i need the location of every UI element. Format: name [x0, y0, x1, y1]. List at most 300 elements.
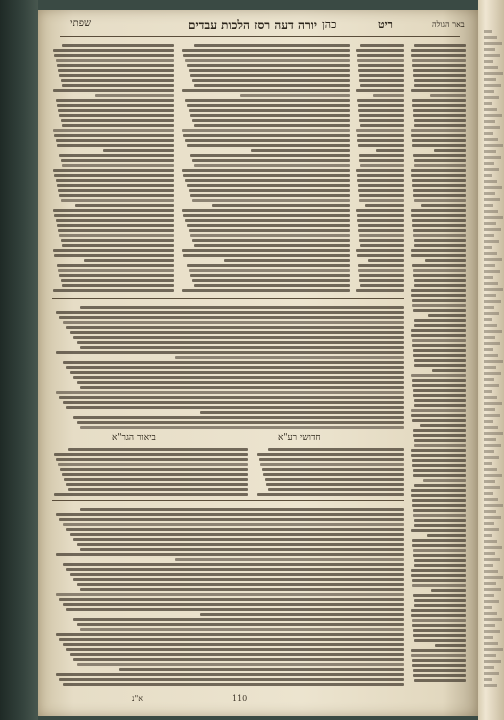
text-line	[73, 336, 404, 339]
text-line	[414, 119, 466, 122]
text-line	[413, 194, 466, 197]
edge-text-line	[484, 522, 494, 525]
text-line	[357, 219, 404, 222]
text-line	[62, 124, 174, 127]
text-line	[432, 369, 466, 372]
edge-text-line	[484, 168, 499, 171]
edge-text-line	[484, 450, 494, 453]
text-line	[357, 54, 404, 57]
text-line	[53, 289, 174, 292]
text-line	[413, 474, 466, 477]
edge-text-line	[484, 540, 497, 543]
mid-rule	[52, 298, 404, 299]
text-line	[414, 239, 466, 242]
text-line	[413, 234, 466, 237]
text-line	[84, 259, 174, 262]
edge-text-line	[484, 606, 492, 609]
text-line	[412, 504, 466, 507]
text-line	[413, 389, 466, 392]
text-block-beur-top	[52, 446, 248, 496]
text-line	[413, 634, 466, 637]
text-line	[413, 514, 466, 517]
text-line	[73, 658, 404, 661]
text-line	[414, 124, 466, 127]
text-line	[411, 329, 466, 332]
text-line	[57, 264, 174, 267]
text-line	[189, 229, 351, 232]
edge-text-line	[484, 84, 501, 87]
text-line	[183, 214, 350, 217]
edge-text-line	[484, 156, 501, 159]
edge-text-line	[484, 438, 496, 441]
text-line	[413, 549, 466, 552]
edge-text-line	[484, 666, 494, 669]
footer-signature-mark: א"נ	[132, 694, 144, 703]
text-line	[56, 179, 174, 182]
text-line	[414, 399, 466, 402]
text-line	[190, 234, 350, 237]
edge-text-line	[484, 660, 501, 663]
text-line	[66, 608, 404, 611]
text-line	[412, 664, 466, 667]
text-line	[182, 49, 350, 52]
edge-text-line	[484, 672, 499, 675]
edge-text-line	[484, 198, 500, 201]
text-line	[212, 204, 350, 207]
header-left-word: שפתי	[70, 18, 92, 29]
text-line	[356, 249, 404, 252]
text-line	[77, 421, 404, 424]
text-line	[62, 84, 174, 87]
text-line	[224, 259, 350, 262]
text-line	[434, 149, 466, 152]
text-line	[358, 264, 404, 267]
text-line	[257, 493, 404, 496]
text-line	[430, 94, 466, 97]
text-line	[175, 356, 404, 359]
text-line	[192, 239, 350, 242]
text-line	[421, 204, 466, 207]
text-line	[411, 574, 466, 577]
edge-text-line	[484, 588, 501, 591]
text-line	[194, 284, 350, 287]
text-line	[414, 564, 466, 567]
text-line	[412, 459, 466, 462]
edge-text-line	[484, 264, 495, 267]
text-line	[413, 509, 466, 512]
edge-text-line	[484, 414, 500, 417]
text-line	[63, 321, 404, 324]
text-line	[414, 244, 466, 247]
text-line	[56, 513, 404, 516]
text-line	[190, 154, 350, 157]
text-line	[412, 179, 466, 182]
edge-text-line	[484, 246, 492, 249]
edge-text-line	[484, 426, 498, 429]
text-line	[358, 109, 404, 112]
text-line	[77, 543, 404, 546]
text-line	[414, 324, 466, 327]
text-line	[62, 164, 174, 167]
text-line	[187, 144, 350, 147]
text-line	[59, 396, 404, 399]
text-line	[411, 494, 466, 497]
text-line	[56, 673, 404, 676]
text-line	[414, 199, 466, 202]
text-line	[413, 349, 466, 352]
text-line	[412, 264, 466, 267]
text-line	[80, 548, 404, 551]
text-line	[54, 453, 248, 456]
text-line	[359, 194, 404, 197]
text-line	[59, 678, 404, 681]
text-line	[423, 479, 466, 482]
text-line	[358, 229, 404, 232]
text-line	[411, 89, 466, 92]
text-line	[411, 609, 466, 612]
text-line	[414, 44, 466, 47]
text-line	[53, 89, 174, 92]
text-line	[185, 99, 350, 102]
text-line	[63, 563, 404, 566]
text-line	[70, 331, 404, 334]
text-line	[73, 416, 404, 419]
text-line	[358, 224, 404, 227]
text-line	[66, 483, 248, 486]
text-line	[73, 618, 404, 621]
text-line	[412, 384, 466, 387]
text-line	[62, 284, 174, 287]
edge-text-line	[484, 330, 502, 333]
text-block-commentary	[52, 304, 404, 430]
edge-text-line	[484, 348, 493, 351]
edge-text-line	[484, 318, 492, 321]
edge-text-line	[484, 396, 497, 399]
text-line	[414, 284, 466, 287]
edge-text-line	[484, 114, 502, 117]
text-line	[54, 493, 248, 496]
edge-text-line	[484, 138, 498, 141]
text-line	[54, 214, 174, 217]
text-line	[359, 274, 404, 277]
text-line	[413, 674, 466, 677]
text-line	[61, 159, 174, 162]
text-line	[365, 204, 404, 207]
edge-text-line	[484, 642, 498, 645]
text-line	[53, 249, 174, 252]
edge-text-line	[484, 324, 497, 327]
text-line	[194, 84, 350, 87]
text-line	[411, 129, 466, 132]
edge-text-line	[484, 54, 500, 57]
text-line	[194, 44, 350, 47]
edge-text-line	[484, 456, 499, 459]
edge-text-line	[484, 186, 502, 189]
edge-text-line	[484, 78, 496, 81]
edge-text-line	[484, 378, 494, 381]
text-line	[359, 199, 404, 202]
text-line	[57, 144, 174, 147]
text-line	[414, 164, 466, 167]
text-line	[59, 194, 174, 197]
text-line	[189, 189, 351, 192]
text-line	[356, 49, 404, 52]
text-line	[73, 376, 404, 379]
edge-text-line	[484, 636, 493, 639]
text-line	[187, 104, 350, 107]
text-line	[413, 594, 466, 597]
edge-text-line	[484, 300, 501, 303]
text-line	[75, 204, 174, 207]
text-line	[54, 54, 174, 57]
text-line	[413, 429, 466, 432]
text-line	[77, 583, 404, 586]
text-line	[411, 569, 466, 572]
edge-text-line	[484, 150, 496, 153]
text-line	[358, 69, 404, 72]
text-line	[413, 74, 466, 77]
text-line	[62, 44, 174, 47]
text-line	[80, 588, 404, 591]
text-line	[183, 54, 350, 57]
text-line	[412, 464, 466, 467]
text-line	[66, 326, 404, 329]
edge-text-line	[484, 102, 492, 105]
edge-text-line	[484, 582, 496, 585]
text-line	[80, 508, 404, 511]
text-line	[357, 59, 404, 62]
edge-text-line	[484, 270, 500, 273]
text-line	[80, 426, 404, 429]
edge-text-line	[484, 192, 495, 195]
text-line	[411, 454, 466, 457]
text-line	[414, 364, 466, 367]
text-line	[411, 334, 466, 337]
text-column-left	[52, 42, 174, 294]
text-line	[414, 519, 466, 522]
text-line	[56, 139, 174, 142]
text-line	[414, 484, 466, 487]
text-line	[373, 94, 404, 97]
text-line	[80, 386, 404, 389]
edge-text-line	[484, 612, 497, 615]
edge-text-line	[484, 108, 497, 111]
section-label-chiddushei: חדושי רע"א	[278, 433, 321, 443]
text-line	[412, 619, 466, 622]
text-line	[359, 114, 404, 117]
edge-text-line	[484, 360, 503, 363]
edge-text-line	[484, 480, 495, 483]
text-line	[57, 224, 174, 227]
text-line	[413, 114, 466, 117]
text-line	[412, 304, 466, 307]
text-block-footnotes	[52, 506, 404, 686]
lower-rule	[52, 500, 404, 501]
text-line	[413, 274, 466, 277]
text-line	[62, 244, 174, 247]
text-line	[411, 49, 466, 52]
text-line	[185, 139, 350, 142]
text-line	[182, 129, 350, 132]
edge-text-line	[484, 408, 495, 411]
text-line	[80, 346, 404, 349]
text-line	[414, 279, 466, 282]
edge-text-line	[484, 42, 502, 45]
text-line	[360, 84, 404, 87]
text-line	[360, 44, 404, 47]
text-line	[412, 144, 466, 147]
text-line	[194, 244, 350, 247]
text-line	[265, 478, 404, 481]
text-line	[435, 644, 466, 647]
edge-text-line	[484, 294, 496, 297]
header-center-word: כהן	[322, 18, 337, 31]
text-line	[77, 341, 404, 344]
text-line	[59, 234, 174, 237]
text-line	[66, 568, 404, 571]
text-line	[63, 523, 404, 526]
text-line	[58, 189, 174, 192]
edge-text-line	[484, 546, 502, 549]
text-line	[412, 539, 466, 542]
text-line	[192, 79, 350, 82]
text-line	[358, 104, 404, 107]
text-line	[359, 159, 404, 162]
edge-text-line	[484, 468, 497, 471]
text-line	[359, 239, 404, 242]
text-line	[60, 468, 248, 471]
edge-text-line	[484, 498, 498, 501]
text-line	[63, 603, 404, 606]
edge-text-line	[484, 594, 494, 597]
running-header	[60, 18, 465, 36]
edge-text-line	[484, 462, 492, 465]
text-line	[413, 69, 466, 72]
text-line	[412, 64, 466, 67]
text-line	[66, 406, 404, 409]
text-line	[190, 114, 350, 117]
edge-text-line	[484, 648, 503, 651]
edge-text-line	[484, 252, 497, 255]
text-line	[414, 524, 466, 527]
text-line	[183, 174, 350, 177]
text-line	[54, 134, 174, 137]
edge-text-line	[484, 342, 500, 345]
text-line	[56, 458, 248, 461]
text-line	[411, 134, 466, 137]
edge-text-line	[484, 372, 501, 375]
text-line	[200, 411, 404, 414]
text-line	[187, 224, 350, 227]
text-line	[189, 269, 351, 272]
text-line	[411, 529, 466, 532]
edge-text-line	[484, 240, 499, 243]
text-line	[412, 624, 466, 627]
text-line	[66, 648, 404, 651]
edge-text-line	[484, 516, 501, 519]
edge-text-line	[484, 678, 492, 681]
text-line	[70, 533, 404, 536]
text-line	[192, 199, 350, 202]
text-line	[356, 209, 404, 212]
edge-text-line	[484, 654, 496, 657]
text-line	[413, 189, 466, 192]
text-line	[192, 159, 350, 162]
text-line	[411, 254, 466, 257]
edge-text-line	[484, 564, 493, 567]
text-line	[414, 444, 466, 447]
section-label-beur: ביאור הגר"א	[112, 433, 156, 443]
text-line	[187, 264, 350, 267]
edge-text-line	[484, 600, 499, 603]
text-line	[412, 219, 466, 222]
text-line	[414, 79, 466, 82]
text-line	[360, 164, 404, 167]
text-line	[413, 154, 466, 157]
text-line	[357, 99, 404, 102]
header-right-word: ריט	[378, 18, 393, 31]
text-line	[412, 299, 466, 302]
edge-text-line	[484, 144, 503, 147]
edge-text-line	[484, 510, 496, 513]
edge-text-line	[484, 282, 498, 285]
text-line	[56, 351, 404, 354]
edge-text-line	[484, 432, 503, 435]
text-line	[356, 169, 404, 172]
text-line	[73, 538, 404, 541]
text-line	[411, 214, 466, 217]
edge-text-line	[484, 402, 502, 405]
text-line	[357, 139, 404, 142]
text-line	[257, 453, 404, 456]
text-line	[412, 579, 466, 582]
text-line	[412, 224, 466, 227]
text-line	[411, 449, 466, 452]
text-line	[66, 528, 404, 531]
text-line	[357, 174, 404, 177]
edge-text-line	[484, 288, 503, 291]
text-line	[358, 269, 404, 272]
text-line	[412, 379, 466, 382]
text-line	[413, 269, 466, 272]
text-line	[66, 366, 404, 369]
edge-text-line	[484, 492, 493, 495]
text-line	[412, 104, 466, 107]
text-line	[360, 244, 404, 247]
text-line	[56, 99, 174, 102]
text-line	[356, 289, 404, 292]
text-line	[182, 209, 350, 212]
text-line	[359, 154, 404, 157]
text-line	[413, 229, 466, 232]
text-line	[414, 159, 466, 162]
text-line	[187, 64, 350, 67]
edge-text-line	[484, 312, 499, 315]
text-line	[359, 279, 404, 282]
text-line	[57, 64, 174, 67]
text-line	[411, 289, 466, 292]
text-line	[413, 109, 466, 112]
edge-text-line	[484, 366, 496, 369]
text-line	[412, 99, 466, 102]
text-line	[427, 534, 466, 537]
text-line	[190, 74, 350, 77]
text-line	[56, 593, 404, 596]
edge-text-line	[484, 216, 503, 219]
text-line	[268, 448, 404, 451]
text-line	[68, 448, 248, 451]
text-line	[194, 124, 350, 127]
